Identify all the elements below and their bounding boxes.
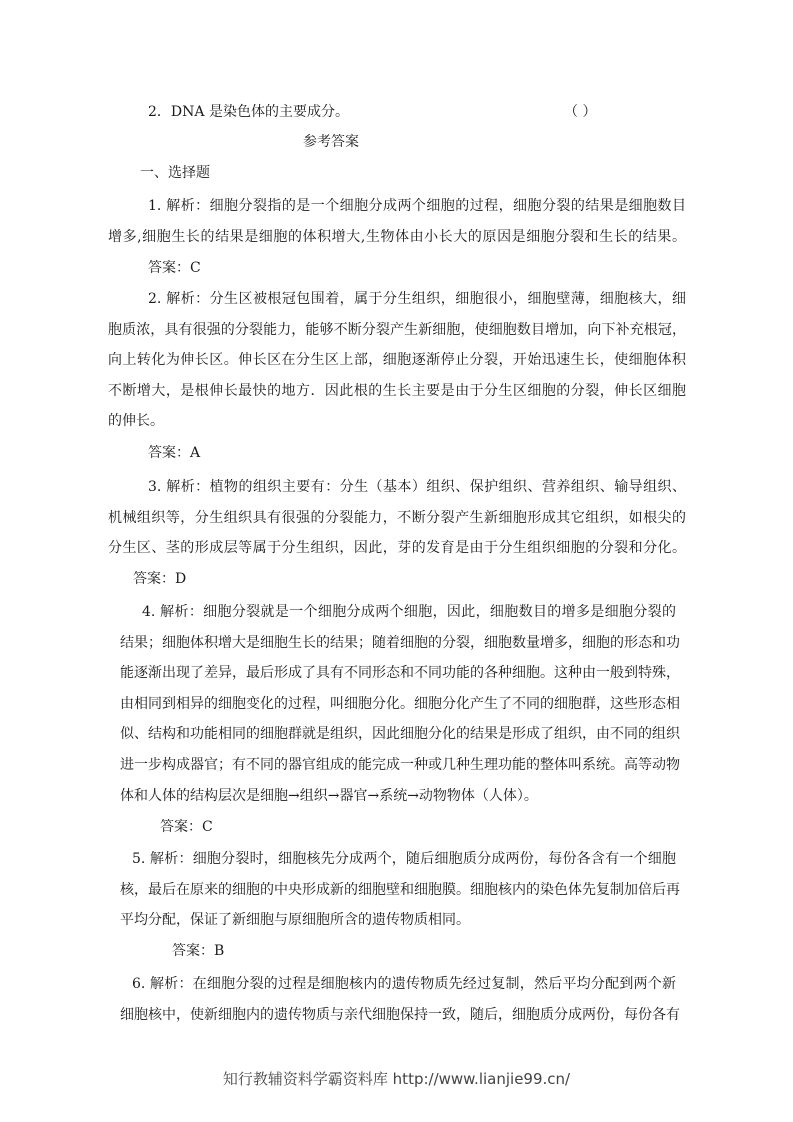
explanation-2 bbox=[108, 284, 686, 437]
explanation-line: 体和人体的结构层次是细胞→组织→器官→系统→动物物体（人体）。 bbox=[120, 787, 538, 804]
explanation-line: 向上转化为伸长区。伸长区在分生区上部，细胞逐渐停止分裂，开始迅速生长，使细胞体积 bbox=[108, 352, 686, 369]
answer-2: 答案：A bbox=[148, 445, 201, 461]
explanation-line: 核，最后在原来的细胞的中央形成新的细胞壁和细胞膜。细胞核内的染色体先复制加倍后再 bbox=[120, 881, 680, 898]
explanation-line: 的伸长。 bbox=[108, 413, 164, 430]
explanation-line: 似、结构和功能相同的细胞群就是组织，因此细胞分化的结果是形成了组织，由不同的组织 bbox=[120, 726, 680, 743]
explanation-3 bbox=[108, 472, 686, 564]
explanation-line: 4. 解析：细胞分裂就是一个细胞分成两个细胞，因此，细胞数目的增多是细胞分裂的 bbox=[142, 604, 676, 620]
explanation-5 bbox=[120, 844, 680, 936]
explanation-1 bbox=[108, 191, 686, 252]
answer-5: 答案：B bbox=[172, 943, 225, 959]
explanation-line: 5. 解析：细胞分裂时，细胞核先分成两个，随后细胞质分成两份，每份各含有一个细胞 bbox=[132, 851, 676, 867]
answers-title: 参考答案 bbox=[303, 134, 359, 150]
explanation-line: 进一步构成器官；有不同的器官组成的能完成一种或几种生理功能的整体叫系统。高等动物 bbox=[120, 756, 680, 773]
footer-watermark: 知行教辅资料学霸资料库 http://www.lianjie99.cn/ bbox=[222, 1070, 571, 1088]
section-title: 一、选择题 bbox=[140, 165, 210, 181]
answer-3: 答案：D bbox=[133, 571, 187, 587]
question-2-text: 2．DNA 是染色体的主要成分。 bbox=[148, 104, 349, 120]
answer-1: 答案：C bbox=[148, 260, 201, 276]
explanation-line: 2. 解析：分生区被根冠包围着，属于分生组织，细胞很小，细胞壁薄，细胞核大，细 bbox=[148, 291, 686, 307]
explanation-line: 结果；细胞体积增大是细胞生长的结果；随着细胞的分裂，细胞数量增多，细胞的形态和功 bbox=[120, 634, 680, 651]
explanation-line: 1. 解析：细胞分裂指的是一个细胞分成两个细胞的过程，细胞分裂的结果是细胞数目 bbox=[148, 198, 686, 214]
explanation-line: 能逐渐出现了差异，最后形成了具有不同形态和不同功能的各种细胞。这种由一般到特殊， bbox=[120, 665, 680, 682]
explanation-line: 增多,细胞生长的结果是细胞的体积增大,生物体由小长大的原因是细胞分裂和生长的结果。 bbox=[108, 228, 686, 245]
explanation-line: 3. 解析：植物的组织主要有：分生（基本）组织、保护组织、营养组织、输导组织、 bbox=[148, 479, 686, 495]
explanation-line: 平均分配，保证了新细胞与原细胞所含的遗传物质相同。 bbox=[120, 912, 470, 929]
explanation-line: 机械组织等，分生组织具有很强的分裂能力，不断分裂产生新细胞形成其它组织，如根尖的 bbox=[108, 509, 686, 526]
answer-4: 答案：C bbox=[160, 819, 213, 835]
explanation-line: 胞质浓，具有很强的分裂能力，能够不断分裂产生新细胞，使细胞数目增加，向下补充根冠， bbox=[108, 321, 686, 338]
explanation-line: 分生区、茎的形成层等属于分生组织，因此，芽的发育是由于分生组织细胞的分裂和分化。 bbox=[108, 540, 686, 557]
explanation-line: 由相同到相异的细胞变化的过程，叫细胞分化。细胞分化产生了不同的细胞群，这些形态相 bbox=[120, 695, 680, 712]
explanation-6 bbox=[120, 969, 680, 1030]
explanation-line: 细胞核中，使新细胞内的遗传物质与亲代细胞保持一致，随后，细胞质分成两份，每份各有 bbox=[120, 1006, 680, 1023]
explanation-line: 不断增大，是根伸长最快的地方．因此根的生长主要是由于分生区细胞的分裂，伸长区细胞 bbox=[108, 382, 686, 399]
explanation-line: 6. 解析：在细胞分裂的过程是细胞核内的遗传物质先经过复制，然后平均分配到两个新 bbox=[132, 976, 676, 992]
explanation-4 bbox=[120, 597, 680, 811]
answer-bracket: （ ） bbox=[564, 104, 597, 120]
